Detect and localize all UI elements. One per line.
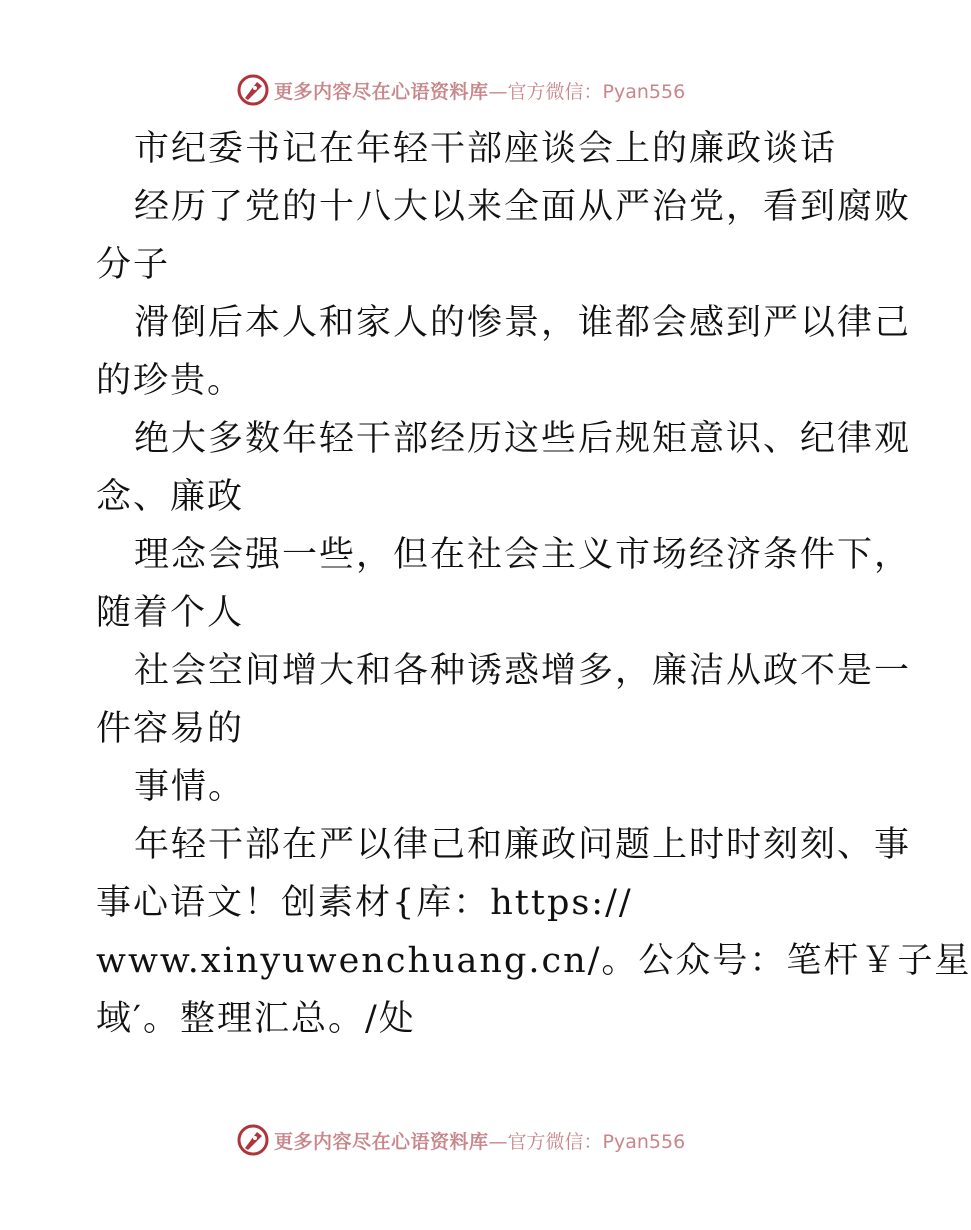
text-line: 事情。 bbox=[134, 767, 246, 807]
text-line: www.xinyuwenchuang.cn/。公众号：笔杆￥子星 bbox=[96, 941, 971, 981]
document-title: 市纪委书记在年轻干部座谈会上的廉政谈话 bbox=[134, 129, 838, 169]
watermark-wechat-text: —官方微信：Pyan556 bbox=[488, 80, 686, 103]
text-line: 件容易的 bbox=[96, 709, 245, 749]
text-line: 的珍贵。 bbox=[96, 361, 245, 401]
watermark-wechat-text: —官方微信：Pyan556 bbox=[488, 1130, 686, 1153]
watermark-site-text: 更多内容尽在心语资料库 bbox=[274, 1130, 489, 1153]
text-line: 分子 bbox=[96, 245, 171, 285]
text-line: 事心语文！创素材{库：https:// bbox=[96, 883, 633, 923]
text-line: 绝大多数年轻干部经历这些后规矩意识、纪律观 bbox=[134, 419, 912, 459]
footer-watermark bbox=[236, 1122, 685, 1158]
text-line: 随着个人 bbox=[96, 593, 245, 633]
document-body bbox=[96, 120, 971, 1048]
pen-nib-logo-icon bbox=[236, 73, 270, 107]
text-line: 域′。整理汇总。/处 bbox=[96, 999, 416, 1039]
text-line: 念、廉政 bbox=[96, 477, 245, 517]
text-line: 年轻干部在严以律己和廉政问题上时时刻刻、事 bbox=[134, 825, 912, 865]
text-line: 滑倒后本人和家人的惨景，谁都会感到严以律己 bbox=[134, 303, 912, 343]
text-line: 理念会强一些，但在社会主义市场经济条件下， bbox=[134, 535, 912, 575]
watermark-site-text: 更多内容尽在心语资料库 bbox=[274, 80, 489, 103]
header-watermark bbox=[236, 72, 685, 108]
pen-nib-logo-icon bbox=[236, 1123, 270, 1157]
text-line: 经历了党的十八大以来全面从严治党，看到腐败 bbox=[134, 187, 912, 227]
text-line: 社会空间增大和各种诱惑增多，廉洁从政不是一 bbox=[134, 651, 912, 691]
